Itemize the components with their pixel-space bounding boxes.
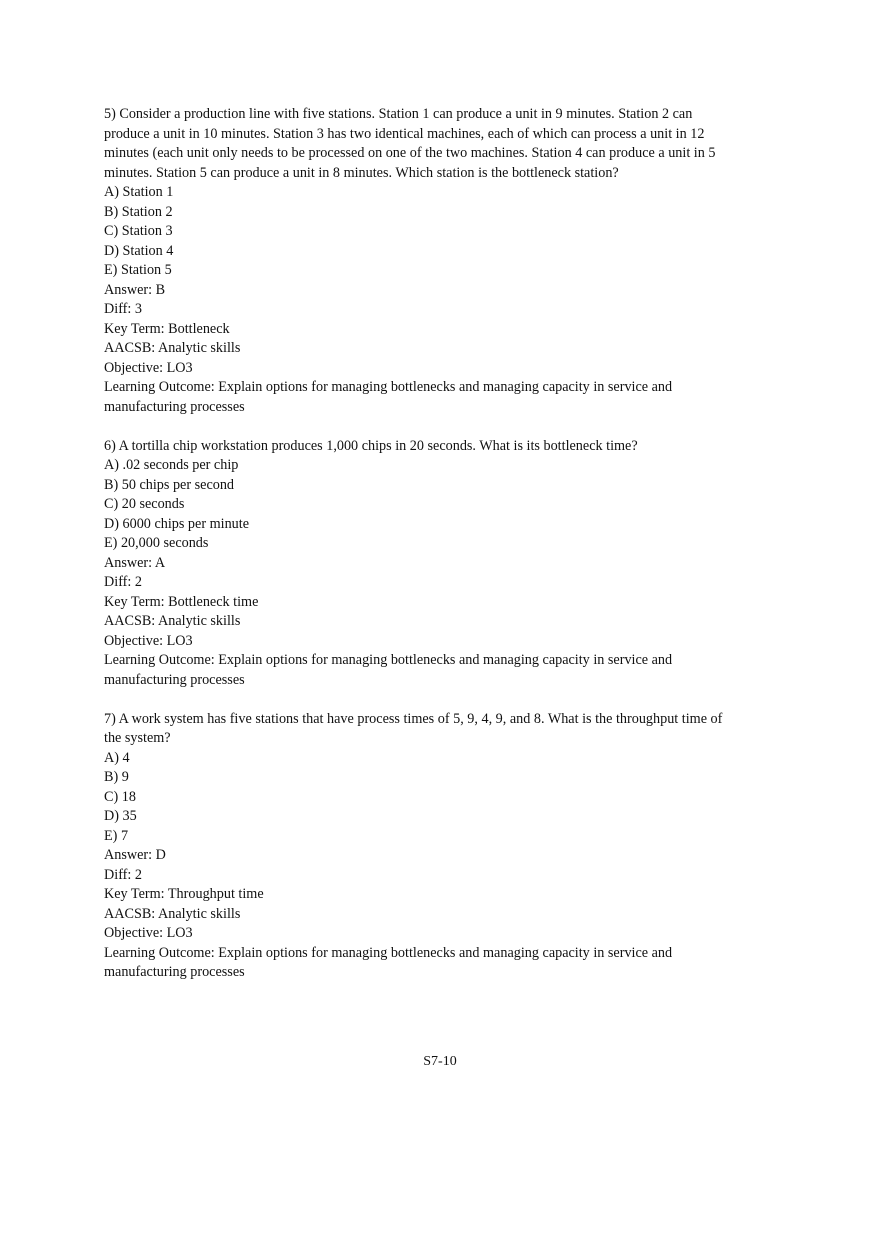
difficulty: Diff: 3 <box>104 301 142 317</box>
question-7 <box>104 710 724 983</box>
option-a: A) .02 seconds per chip <box>104 457 239 473</box>
answer: Answer: D <box>104 847 166 863</box>
document-page <box>104 105 724 1002</box>
key-term: Key Term: Throughput time <box>104 886 264 902</box>
option-c: C) 18 <box>104 788 136 805</box>
option-e: E) Station 5 <box>104 262 172 278</box>
option-c: C) Station 3 <box>104 223 173 239</box>
question-stem: 7) A work system has five stations that have process times of 5, 9, 4, 9, and 8. What is the throughput time of the system? <box>104 710 723 746</box>
question-stem: 5) Consider a production line with five stations. Station 1 can produce a unit in 9 minutes. Station 2 can produce a unit in 10 minutes. Station 3 has two identical machines, each of which can process a unit in 12 minutes (each unit only needs to be processed on one of the two machines. Station 4 can produce a unit in 5 minutes. Station 5 can produce a unit in 8 minutes. Which station is the bottleneck station? <box>104 106 716 181</box>
option-e: E) 20,000 seconds <box>104 535 209 551</box>
learning-outcome: Learning Outcome: Explain options for managing bottlenecks and managing capacity in service and manufacturing processes <box>104 379 673 415</box>
option-a: A) 4 <box>104 749 130 766</box>
aacsb: AACSB: Analytic skills <box>104 340 241 356</box>
key-term: Key Term: Bottleneck time <box>104 593 259 610</box>
option-d: D) Station 4 <box>104 242 174 259</box>
learning-outcome: Learning Outcome: Explain options for managing bottlenecks and managing capacity in service and manufacturing processes <box>104 652 673 688</box>
objective: Objective: LO3 <box>104 632 193 649</box>
option-a: A) Station 1 <box>104 184 174 200</box>
option-b: B) 9 <box>104 769 129 785</box>
option-c: C) 20 seconds <box>104 496 185 512</box>
difficulty: Diff: 2 <box>104 866 142 883</box>
difficulty: Diff: 2 <box>104 574 142 590</box>
objective: Objective: LO3 <box>104 925 193 941</box>
aacsb: AACSB: Analytic skills <box>104 613 241 629</box>
question-5 <box>104 105 724 417</box>
option-e: E) 7 <box>104 827 129 844</box>
question-6 <box>104 437 724 691</box>
key-term: Key Term: Bottleneck <box>104 320 230 337</box>
answer: Answer: B <box>104 281 166 298</box>
option-d: D) 6000 chips per minute <box>104 515 249 532</box>
aacsb: AACSB: Analytic skills <box>104 905 241 922</box>
question-stem: 6) A tortilla chip workstation produces 1,000 chips in 20 seconds. What is its bottleneck time? <box>104 437 638 454</box>
page-number: S7-10 <box>423 1054 457 1069</box>
option-b: B) Station 2 <box>104 203 173 220</box>
answer: Answer: A <box>104 554 166 571</box>
option-d: D) 35 <box>104 808 137 824</box>
objective: Objective: LO3 <box>104 359 193 376</box>
learning-outcome: Learning Outcome: Explain options for managing bottlenecks and managing capacity in service and manufacturing processes <box>104 944 673 980</box>
option-b: B) 50 chips per second <box>104 476 235 493</box>
